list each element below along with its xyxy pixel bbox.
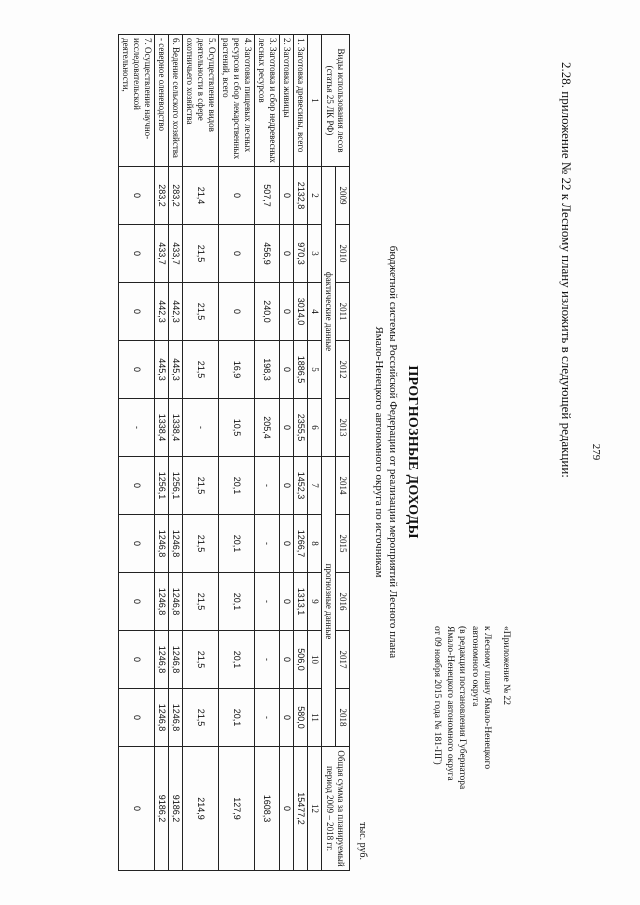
col-header-year: 2014 [336, 457, 350, 515]
table-cell: 0 [280, 341, 294, 399]
col-header-year: 2018 [336, 689, 350, 747]
appendix-line: от 09 ноября 2015 года № 181-ПГ) [432, 626, 443, 765]
col-number: 1 [308, 35, 322, 167]
col-header-year: 2011 [336, 283, 350, 341]
col-header-year: 2015 [336, 515, 350, 573]
table-cell: 0 [280, 283, 294, 341]
table-cell: 1338,4 [169, 399, 183, 457]
table-cell: 0 [280, 225, 294, 283]
table-cell: 21,5 [183, 631, 219, 689]
table-cell: 21,4 [183, 167, 219, 225]
table-cell: 10,5 [219, 399, 255, 457]
appendix-line: автономного округа [470, 626, 480, 707]
col-number: 9 [308, 573, 322, 631]
row-label: - северное оленеводство [155, 35, 169, 167]
table-cell: 1338,4 [155, 399, 169, 457]
page-number: 279 [590, 443, 602, 461]
revenue-table [118, 34, 350, 871]
col-number: 6 [308, 399, 322, 457]
table-cell: 445,3 [169, 341, 183, 399]
title-block [372, 22, 420, 882]
table-cell: 1246,8 [155, 689, 169, 747]
table-row [155, 35, 169, 871]
table-cell: 0 [119, 341, 155, 399]
header-row-years [336, 35, 350, 871]
table-cell: 240,0 [255, 283, 280, 341]
document-subtitle: бюджетной системы Российской Федерации от реализации мероприятий Лесного плана [387, 245, 399, 659]
table-cell: 1246,8 [155, 631, 169, 689]
table-cell: 283,2 [169, 167, 183, 225]
col-header-year: 2012 [336, 341, 350, 399]
table-cell-total: 0 [280, 747, 294, 871]
table-cell: 0 [280, 457, 294, 515]
table-cell: 0 [280, 573, 294, 631]
col-header-year: 2010 [336, 225, 350, 283]
col-header-year: 2017 [336, 631, 350, 689]
row-label: 3. Заготовка и сбор недревесных лесных ресурсов [255, 35, 280, 167]
appendix-title: «Приложение № 22 [501, 626, 511, 706]
table-row [169, 35, 183, 871]
document-title: ПРОГНОЗНЫЕ ДОХОДЫ [405, 365, 420, 539]
appendix-line: (в редакции постановления Губернатора [457, 626, 468, 790]
table-cell: - [183, 399, 219, 457]
table-cell: 20,1 [219, 689, 255, 747]
col-number: 10 [308, 631, 322, 689]
table-cell: 3014,0 [294, 283, 308, 341]
table-cell: - [255, 631, 280, 689]
table-cell: 970,3 [294, 225, 308, 283]
table-cell-total: 9186,2 [155, 747, 169, 871]
header-row-numbers [308, 35, 322, 871]
table-cell: 0 [119, 225, 155, 283]
table-cell: 2355,5 [294, 399, 308, 457]
table-cell: 0 [280, 399, 294, 457]
col-number: 8 [308, 515, 322, 573]
table-cell: - [255, 515, 280, 573]
table-cell: 0 [119, 689, 155, 747]
col-header-year: 2013 [336, 399, 350, 457]
table-cell: 21,5 [183, 573, 219, 631]
table-cell: 1246,8 [155, 515, 169, 573]
col-header-year: 2016 [336, 573, 350, 631]
table-cell-total: 0 [119, 747, 155, 871]
table-cell: 1246,8 [169, 573, 183, 631]
table-cell: 0 [119, 573, 155, 631]
table-row [280, 35, 294, 871]
table-cell: 20,1 [219, 631, 255, 689]
row-label: 4. Заготовка пищевых лесных ресурсов и сбор лекарственных растений, всего [219, 35, 255, 167]
row-label: 6. Ведение сельского хозяйства [169, 35, 183, 167]
table-cell: 1313,1 [294, 573, 308, 631]
group-header-fact: фактические данные [322, 167, 336, 457]
table-cell: - [255, 457, 280, 515]
table-cell: 1886,5 [294, 341, 308, 399]
unit-label: тыс. руб. [357, 822, 368, 860]
col-number: 7 [308, 457, 322, 515]
row-label: 7. Осуществление научно-исследовательской деятельности, [119, 35, 155, 167]
table-cell: 0 [219, 225, 255, 283]
appendix-note [431, 626, 512, 866]
table-cell: 0 [280, 631, 294, 689]
table-cell: 198,3 [255, 341, 280, 399]
table-cell: 0 [280, 167, 294, 225]
col-number: 4 [308, 283, 322, 341]
table-row [255, 35, 280, 871]
document-subtitle: Ямало-Ненецкого автономного округа по источникам [373, 326, 385, 578]
table-cell: 580,0 [294, 689, 308, 747]
table-cell: 21,5 [183, 689, 219, 747]
table-cell: 21,5 [183, 515, 219, 573]
table-cell: 1246,8 [169, 631, 183, 689]
col-header-type: Виды использования лесов (статья 25 ЛК РФ) [322, 35, 350, 167]
table-cell: 445,3 [155, 341, 169, 399]
table-cell: 442,3 [169, 283, 183, 341]
table-cell: 16,9 [219, 341, 255, 399]
table-cell: 506,0 [294, 631, 308, 689]
table-cell: 1256,1 [169, 457, 183, 515]
table-row [294, 35, 308, 871]
row-label: 2. Заготовка живицы [280, 35, 294, 167]
table-cell: - [255, 689, 280, 747]
table-cell-total: 127,9 [219, 747, 255, 871]
table-cell: 433,7 [169, 225, 183, 283]
table-cell: 0 [280, 689, 294, 747]
group-header-forecast: прогнозные данные [322, 457, 336, 747]
table-cell: 0 [280, 515, 294, 573]
table-cell: 0 [219, 283, 255, 341]
table-cell: 21,5 [183, 283, 219, 341]
table-cell: 20,1 [219, 515, 255, 573]
table-cell: 20,1 [219, 457, 255, 515]
col-number: 3 [308, 225, 322, 283]
table-cell: 283,2 [155, 167, 169, 225]
col-header-total: Общая сумма за планируемый период 2009 – 2018 гг. [322, 747, 350, 871]
row-label: 5. Осуществление видов деятельности в сфере охотничьего хозяйства [183, 35, 219, 167]
table-cell-total: 214,9 [183, 747, 219, 871]
rotated-content [20, 22, 620, 882]
table-cell: - [255, 573, 280, 631]
table-cell: 21,5 [183, 341, 219, 399]
table-row [183, 35, 219, 871]
table-cell-total: 15477,2 [294, 747, 308, 871]
table-cell: 21,5 [183, 225, 219, 283]
table-cell: 20,1 [219, 573, 255, 631]
col-number: 11 [308, 689, 322, 747]
col-number: 2 [308, 167, 322, 225]
table-cell: 0 [119, 631, 155, 689]
table-cell-total: 9186,2 [169, 747, 183, 871]
table-cell: 0 [119, 167, 155, 225]
table-cell: 2132,8 [294, 167, 308, 225]
table-cell: 1246,8 [169, 689, 183, 747]
table-cell: 0 [219, 167, 255, 225]
table-cell: - [119, 399, 155, 457]
table-cell: 1246,8 [169, 515, 183, 573]
col-number: 12 [308, 747, 322, 871]
col-header-year: 2009 [336, 167, 350, 225]
table-row [219, 35, 255, 871]
table-cell: 442,3 [155, 283, 169, 341]
table-cell: 433,7 [155, 225, 169, 283]
table-cell: 0 [119, 457, 155, 515]
table-cell: 21,5 [183, 457, 219, 515]
appendix-line: к Лесному плану Ямало-Ненецкого [482, 626, 493, 770]
appendix-line: Ямало-Ненецкого автономного округа [445, 626, 455, 781]
table-row [119, 35, 155, 871]
table-cell: 0 [119, 283, 155, 341]
table-cell: 456,9 [255, 225, 280, 283]
table-cell: 1266,7 [294, 515, 308, 573]
table-cell: 1256,1 [155, 457, 169, 515]
table-cell-total: 1608,3 [255, 747, 280, 871]
table-cell: 507,7 [255, 167, 280, 225]
row-label: 1. Заготовка древесины, всего [294, 35, 308, 167]
table-cell: 205,4 [255, 399, 280, 457]
col-number: 5 [308, 341, 322, 399]
table-cell: 1452,3 [294, 457, 308, 515]
table-cell: 1246,8 [155, 573, 169, 631]
amendment-heading: 2.28. приложение № 22 к Лесному плану изложить в следующей редакции: [559, 62, 574, 478]
table-cell: 0 [119, 515, 155, 573]
